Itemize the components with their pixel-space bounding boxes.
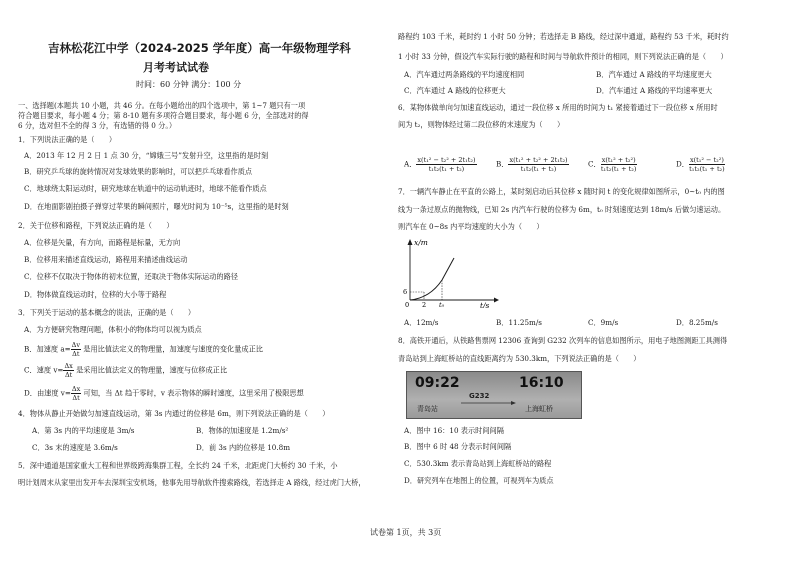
q7-line-1: 7．一辆汽车静止在平直的公路上，某时刻启动后其位移 x 随时间 t 的变化规律如图所示，0~t₀ 内的图 [398,187,725,196]
q3-c-fraction: $\frac{\Delta x}{\Delta t}$ [64,362,73,379]
route-arrow-icon [459,400,517,406]
x-tick-2: 2 [422,301,427,308]
q5-line-4: 1 小时 33 分钟，假设汽车实际行驶的路程和时间与导航软件预计的相同，则下列说法正确的是（ ） [398,52,728,61]
arrival-time: 16:10 [519,375,564,391]
section-intro-3: 6 分，选对但不全的得 3 分，有选错的得 0 分。） [18,121,177,130]
q2-option-c: C．位移不仅取决于物体的初末位置，还取决于物体实际运动的路径 [24,272,238,281]
q5-line-2: 明计划周末从家里出发开车去深圳宝安机场，他事先用导航软件搜索路线，若选择走 A 路线，经过虎门大桥， [18,478,366,487]
q2-option-a: A．位移是矢量，有方向，而路程是标量，无方向 [24,238,181,247]
q7-option-b: B．11.25m/s [496,318,542,327]
q5-option-d: D．汽车通过 A 路线的平均速率更大 [596,86,713,95]
q6-option-b: B． $\frac{\text{x(t₁² + t₂² + 2t₁t₂)}}{\text{t₁t₂(t₁ + t₂)}}$ [496,156,568,173]
q1-option-c: C．地球绕太阳运动时，研究地球在轨道中的运动轨迹时，地球不能看作质点 [24,184,267,193]
q5-line-3: 路程约 103 千米，耗时约 1 小时 50 分钟；若选择走 B 路线，经过深中通道，路程约 53 千米，耗时约 [398,32,729,41]
q8-option-c: C．530.3km 表示青岛站到上海虹桥站的路程 [404,459,552,468]
q6-option-d: D． $\frac{\text{x(t₁² − t₂²)}}{\text{t₁t₂(t₁ + t₂)}}$ [676,156,725,173]
section-intro-1: 一、选择题(本题共 10 小题，共 46 分。在每小题给出的四个选项中，第 1~7 题只有一项 [18,101,306,110]
exam-title: 吉林松花江中学（2024-2025 学年度）高一年级物理学科 [48,41,351,55]
train-number: G232 [469,392,490,400]
q3-option-d: D．由速度 v= $\frac{\Delta x}{\Delta t}$ 可知，当 Δt 趋于零时，v 表示物体的瞬时速度，这里采用了极限思想 [24,385,304,402]
x-tick-0: 0 [405,301,410,308]
q4-stem: 4．物体从静止开始做匀加速直线运动，第 3s 内通过的位移是 6m，则下列说法正确的是（ ） [18,409,330,418]
q6-line-1: 6．某物体做单向匀加速直线运动，通过一段位移 x 所用的时间为 t₁ 紧接着通过下一段位移 x 所用时 [398,103,718,112]
q8-option-d: D．研究列车在地图上的位置，可视列车为质点 [404,476,554,485]
x-axis-arrow-icon [494,298,499,303]
parabola-curve [410,280,442,300]
x-axis-label: t/s [480,301,490,308]
page-footer: 试卷第 1页，共 3页 [370,528,442,537]
q4-option-b: B．物体的加速度是 1.2m/s² [196,426,289,435]
q7-option-a: A．12m/s [404,318,439,327]
q5-line-1: 5．深中通道是国家重大工程和世界级跨海集群工程，全长约 24 千米，北距虎门大桥约 30 千米，小 [18,461,338,470]
q3-option-c: C．速度 v= $\frac{\Delta x}{\Delta t}$ 是采用比值法定义的物理量，速度与位移成正比 [24,362,228,379]
q8-option-b: B．图中 6 时 48 分表示时间间隔 [404,442,512,451]
q8-option-a: A．图中 16：10 表示时间间隔 [404,426,504,435]
q3-b-fraction: $\frac{\Delta v}{\Delta t}$ [71,341,80,358]
q1-option-d: D．在地面影剧拍摄子弹穿过苹果的瞬间照片，曝光时间为 10⁻⁵s，这里指的是时刻 [24,202,289,211]
q6-line-2: 间为 t₂，则物体经过第二段位移的末速度为（ ） [398,120,565,129]
arrival-station: 上海虹桥 [525,405,553,413]
q2-stem: 2．关于位移和路程，下列说法正确的是（ ） [18,221,174,230]
exam-subtitle: 月考考试试卷 [143,61,209,74]
q6-option-c: C． $\frac{\text{x(t₁² + t₂²)}}{\text{t₁t₂(t₁ + t₂)}}$ [588,156,637,173]
q7-option-d: D．8.25m/s [676,318,718,327]
q3-d-fraction: $\frac{\Delta x}{\Delta t}$ [71,385,81,402]
x-tick-t0: t₀ [439,301,445,308]
departure-station: 青岛站 [417,405,438,413]
q2-option-b: B．位移用来描述直线运动，路程用来描述曲线运动 [24,255,188,264]
section-intro-2: 符合题目要求，每小题 4 分；第 8-10 题有多项符合题目要求，每小题 6 分，全部选对的得 [18,111,309,120]
q2-option-d: D．物体做直线运动时，位移的大小等于路程 [24,290,167,299]
q3-option-a: A．为方便研究物理问题，体积小的物体均可以视为质点 [24,325,202,334]
y-axis-label: x/m [414,238,428,247]
train-ticket-photo [406,371,582,419]
q8-line-2: 青岛站到上海虹桥站的直线距离约为 530.3km，下列说法正确的是（ ） [398,354,641,363]
q4-option-c: C．3s 末的速度是 3.6m/s [32,443,118,452]
q3-stem: 3．下列关于运动的基本概念的说法，正确的是（ ） [18,308,196,317]
q3-option-b: B．加速度 a= $\frac{\Delta v}{\Delta t}$ 是用比值法定义的物理量，加速度与速度的变化量成正比 [24,341,263,358]
q1-option-b: B．研究乒乓球的旋转情况对发球效果的影响时，可以把乒乓球看作质点 [24,167,253,176]
q1-stem: 1．下列说法正确的是（ ） [18,135,117,144]
q7-line-3: 则汽车在 0~8s 内平均速度的大小为（ ） [398,222,544,231]
q5-option-a: A．汽车通过两条路线的平均速度相同 [404,70,525,79]
y-tick-6: 6 [403,288,408,296]
q6-option-a: A． $\frac{\text{x(t₁² − t₂² + 2t₁t₂)}}{\text{t₁t₂(t₁ + t₂)}}$ [404,156,476,173]
q4-option-d: D．前 3s 内的位移是 10.8m [196,443,291,452]
y-axis-arrow-icon [408,239,413,245]
q5-option-b: B．汽车通过 A 路线的平均速度更大 [596,70,712,79]
uniform-motion-line [442,258,454,280]
q4-option-a: A．第 3s 内的平均速度是 3m/s [32,426,135,435]
q1-option-a: A．2013 年 12 月 2 日 1 点 30 分，“嫦娥三号”发射升空，这里指的是时刻 [24,151,269,160]
exam-meta: 时间：60 分钟 满分：100 分 [136,80,242,89]
q7-option-c: C．9m/s [588,318,619,327]
q7-line-2: 线为一条过原点的抛物线，已知 2s 内汽车行驶的位移为 6m，t₀ 时刻速度达到 18m/s 后做匀速运动。 [398,205,726,214]
q5-option-c: C．汽车通过 A 路线的位移更大 [404,86,506,95]
q7-position-time-graph [402,236,502,308]
q8-line-1: 8．高铁开通后，从铁路售票网 12306 查询到 G232 次列车的信息如图所示，用电子地图测距工具测得 [398,336,728,345]
departure-time: 09:22 [415,375,460,391]
